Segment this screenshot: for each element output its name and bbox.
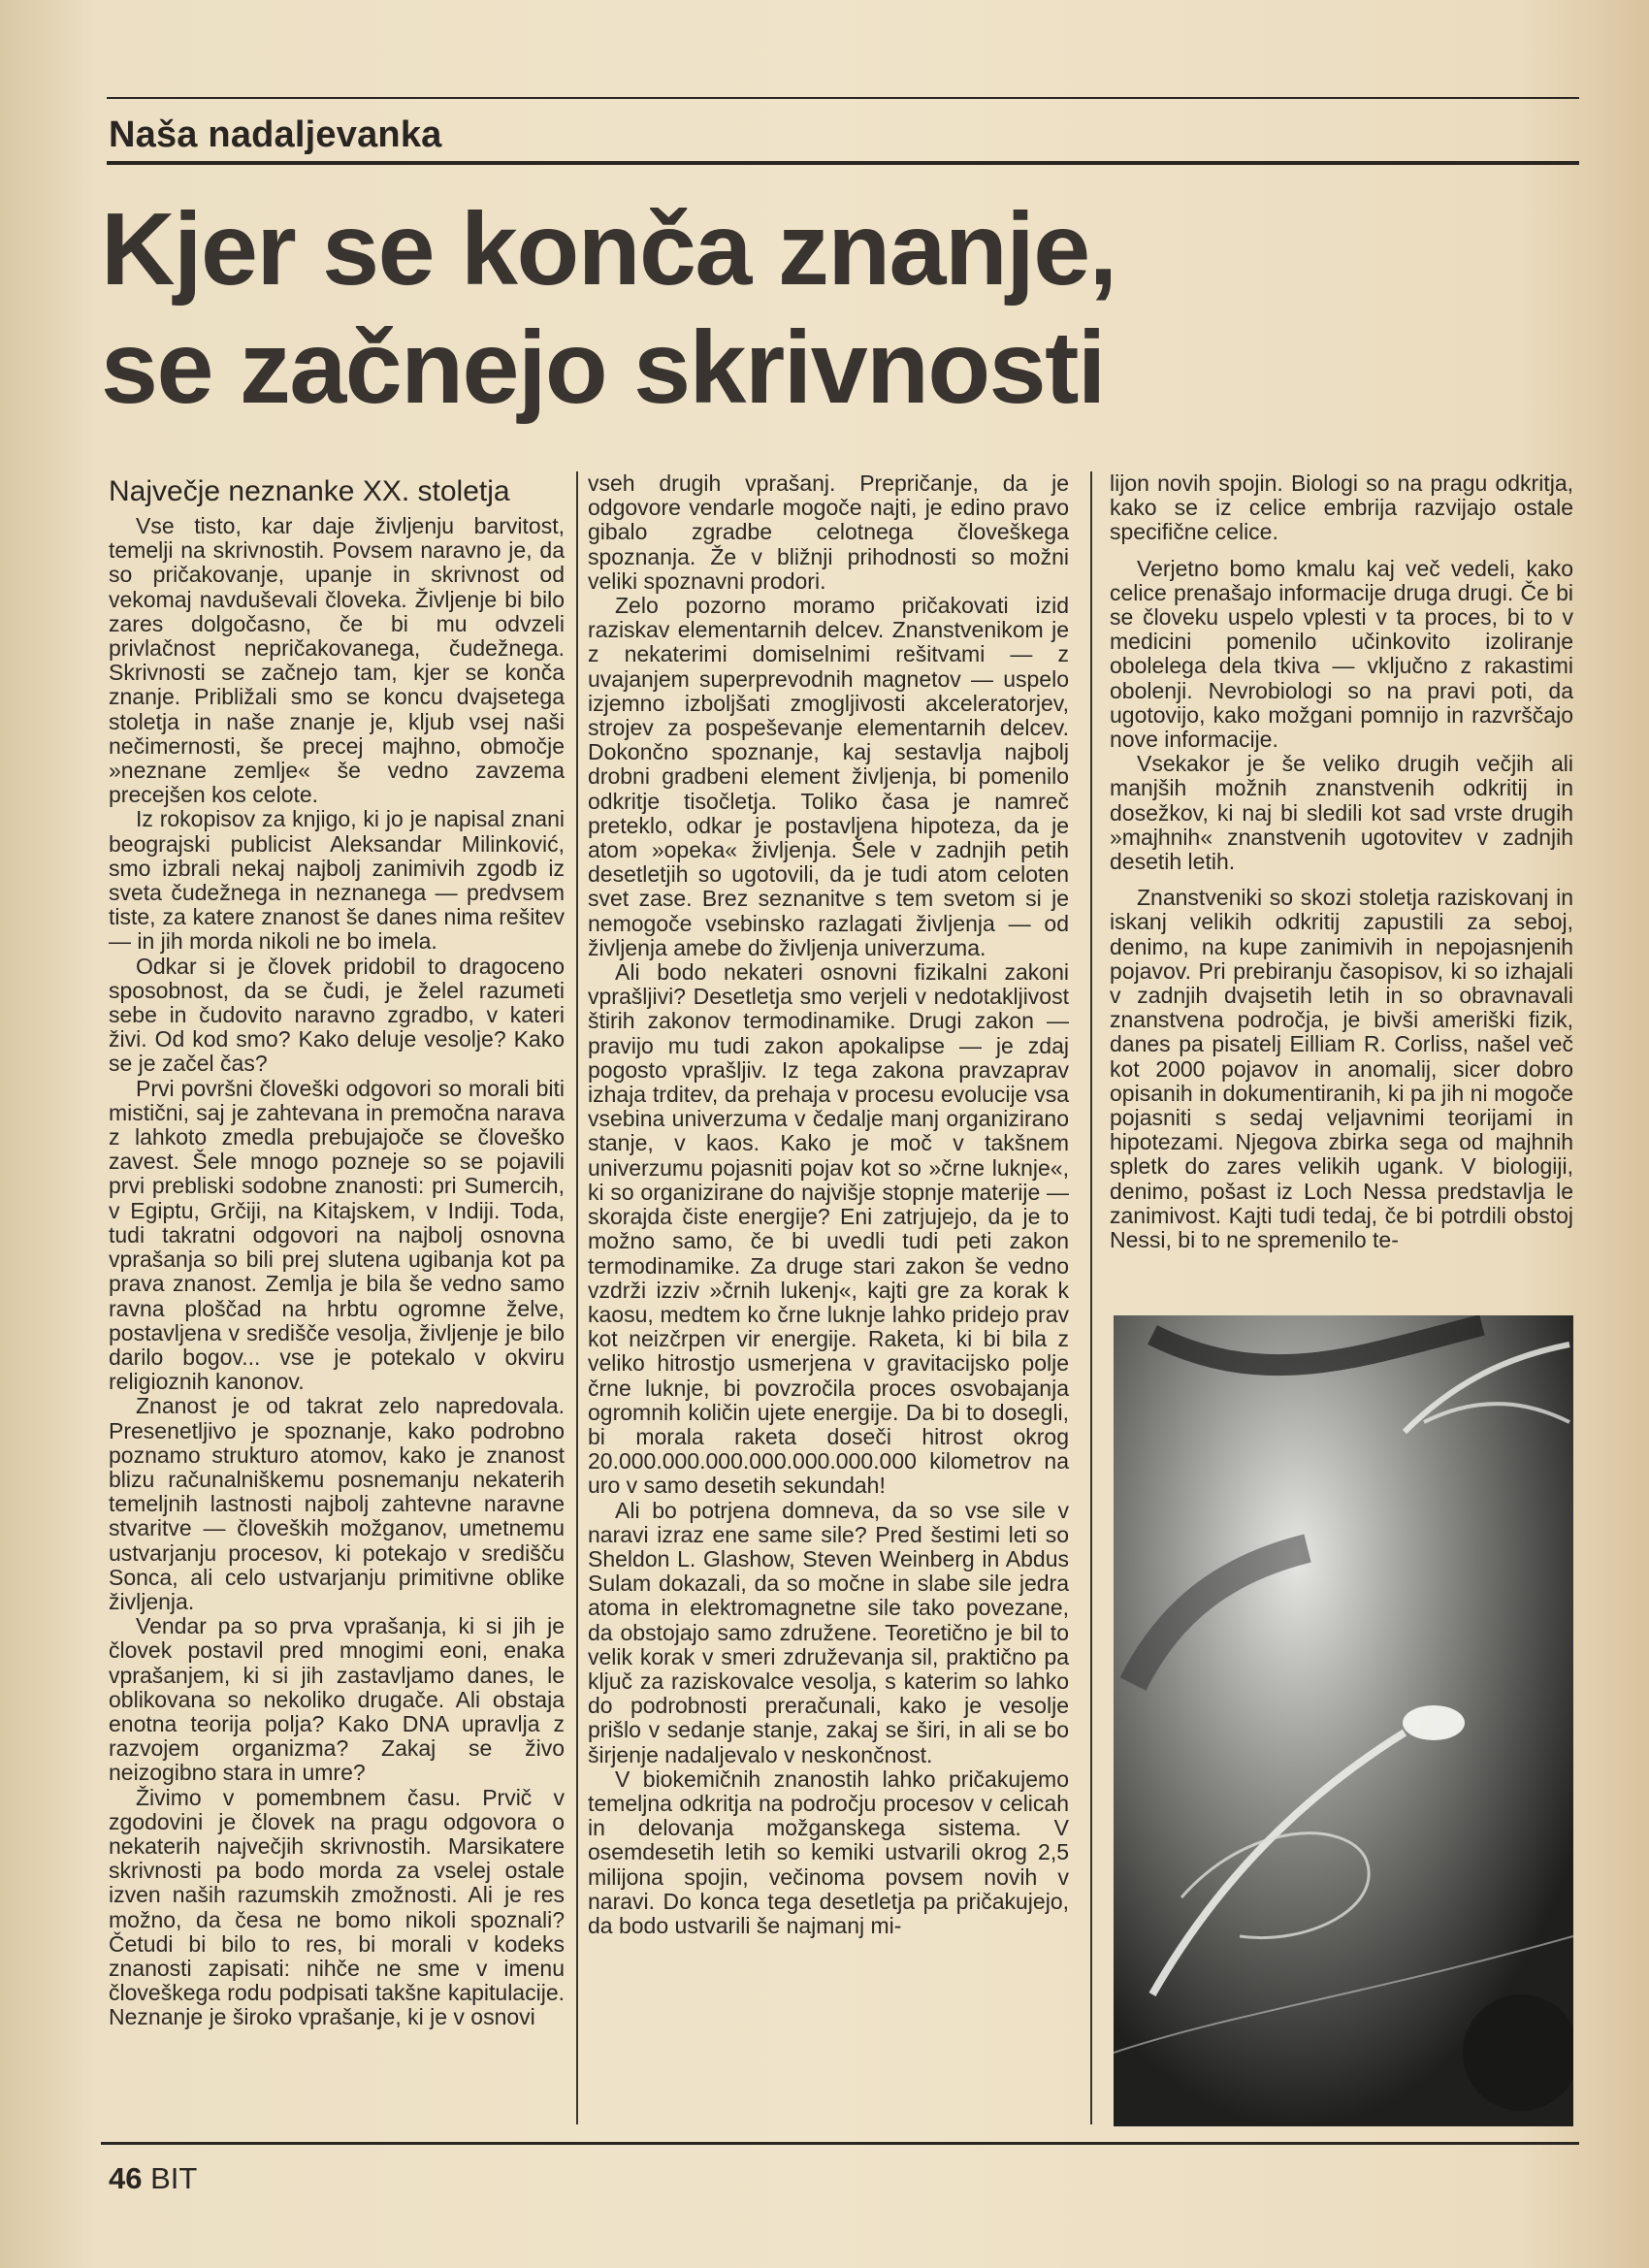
paragraph: Ali bo potrjena domneva, da so vse sile v naravi izraz ene same sile? Pred šestimi leti so Sheldon L. Glashow, Steven Weinberg in Abdus Sulam dokazali, da so močne in slabe sile jedra atoma in elektromagnetne sile tako povezane, da obstojajo samo združene. Teoretično je bil to velik korak v smeri združevanja sil, praktično pa ključ za raziskovalce vesolja, s katerim so lahko do podrobnosti preračunali, kako je vesolje prišlo v sedanje stanje, zakaj se širi, in ali se bo širjenje nadaljevalo v neskončnost. [588,1497,1069,1767]
paragraph: Živimo v pomembnem času. Prvič v zgodovini je človek na pragu odgovora o nekaterih največjih skrivnostih. Marsikatere skrivnosti pa bodo morda za vselej ostale izven naših razumskih zmožnosti. Ali je res možno, da česa ne bomo nikoli spoznali? Četudi bi bilo to res, bi morali v kodeks znanosti zapisati: nihče ne sme v imenu človeškega rodu podpisati takšne kapitulacije. Neznanje je široko vprašanje, ki je v osnovi [109,1784,565,2030]
paragraph: Verjetno bomo kmalu kaj več vedeli, kako celice prenašajo informacije druga drugi. Če bi se človeku uspelo vplesti v ta proces, bi to v medicini pomenilo učinkovito izoliranje obolelega dela tkiva — vključno z rakastimi obolenji. Nevrobiologi so na pravi poti, da ugotovijo, kako možgani pomnijo in razvrščajo nove informacije. [1110,555,1573,753]
paragraph: Odkar si je človek pridobil to dragoceno sposobnost, da se čudi, je želel razumeti sebe in čudovito naravno zgradbo, v kateri živi. Od kod smo? Kako deluje vesolje? Kako se je začel čas? [109,953,565,1077]
paragraph: lijon novih spojin. Biologi so na pragu odkritja, kako se iz celice embrija razvijajo ostale specifične celice. [1110,470,1573,545]
paragraph: Znanstveniki so skozi stoletja raziskovanj in iskanj velikih odkritij zapustili za seboj, denimo, na kupe zanimivih in nepojasnjenih pojavov. Pri prebiranju časopisov, ki so izhajali v zadnjih dvajsetih letih in so obravnavali znanstvena področja, je bivši ameriški fizik, danes pa pisatelj Eilliam R. Corliss, našel več kot 2000 pojavov in anomalij, sicer dobro opisanih in dokumentiranih, ki pa jih ni mogoče pojasniti s sedaj veljavnimi teorijami in hipotezami. Njegova zbirka sega od majhnih spletk do zares velikih ugank. V biologiji, denimo, pošast iz Loch Nessa predstavlja le zanimivost. Kajti tudi tedaj, če bi potrdili obstoj Nessi, bi to ne spremenilo te- [1110,885,1573,1253]
kicker-rule [107,161,1579,165]
page-footer [109,2161,197,2196]
column-divider-2 [1090,471,1092,2124]
magazine-name: BIT [150,2161,198,2195]
article-photo [1114,1315,1573,2126]
headline-line-2: se začnejo skrivnosti [101,310,1105,425]
paragraph: Znanost je od takrat zelo napredovala. Presenetljivo je spoznanje, kako podrobno poznamo strukturo atomov, kako je znanost blizu računalniškemu posnemanju nekaterih temeljnih lastnosti najbolj zahtevne naravne stvaritve — človeških možganov, umetnemu ustvarjanju procesov, ki potekajo v središču Sonca, ali celo ustvarjanju primitivne oblike življenja. [109,1393,565,1614]
paragraph: Iz rokopisov za knjigo, ki jo je napisal znani beograjski publicist Aleksandar Milinković, smo izbrali nekaj najbolj zanimivih zgodb iz sveta čudežnega in neznanega — predvsem tiste, za katere znanost še danes nima rešitev — in jih morda nikoli ne bo imela. [109,806,565,955]
text-column-3 [1110,471,1573,1252]
text-column-1 [109,514,565,2030]
paragraph: Vsekakor je še veliko drugih večjih ali manjših možnih znanstvenih odkritij in dosežkov, ki naj bi sledili kot sad vrste drugih »majhnih« znanstvenih ugotovitev v zadnjih desetih letih. [1110,751,1573,875]
page-number: 46 [109,2161,143,2195]
article-subheading: Največje neznanke XX. stoletja [109,475,510,507]
headline-line-1: Kjer se konča znanje, [101,192,1116,307]
paragraph: V biokemičnih znanostih lahko pričakujemo temeljna odkritja na področju procesov v celicah in delovanja možganskega sistema. V osemdesetih letih so kemiki ustvarili okrog 2,5 milijona spojin, večinoma povsem novih v naravi. Do konca tega desetletja pa pričakujejo, da bodo ustvarili še najmanj mi- [588,1766,1069,1938]
paragraph: Ali bodo nekateri osnovni fizikalni zakoni vprašljivi? Desetletja smo verjeli v nedotakljivost štirih zakonov termodinamike. Drugi zakon — pravijo mu tudi zakon apokalipse — je zdaj pogosto vprašljiv. Iz tega zakona pravzaprav izhaja trditev, da prehaja v procesu evolucije vsa vsebina univerzuma v čedalje manj organizirano stanje, v kaos. Kako je moč v takšnem univerzumu pojasniti pojav kot so »črne luknje«, ki so organizirane do najvišje stopnje materije — skorajda čiste energije? Eni zatrjujejo, da je to možno samo, če bi uvedli tudi peti zakon termodinamike. Za druge stari zakon še vedno vzdrži izziv »črnih lukenj«, kajti gre za korak k kaosu, medtem ko črne luknje lahko pridejo prav kot neizčrpen vir energije. Raketa, ki bi bila z veliko hitrostjo usmerjena v gravitacijsko polje črne luknje, bi povzročila proces osvobajanja ogromnih količin ujete energije. Da bi to dosegli, bi morala raketa doseči hitrost okrog 20.000.000.000.000.000.000.000 kilometrov na uro v samo desetih sekundah! [588,959,1069,1499]
top-rule [107,97,1579,99]
paragraph: Vse tisto, kar daje življenju barvitost, temelji na skrivnostih. Povsem naravno je, da so pričakovanje, upanje in skrivnost od vekomaj navduševali človeka. Življenje bi bilo zares dolgočasno, če bi mu odvzeli privlačnost nepričakovanega, čudežnega. Skrivnosti se začnejo tam, kjer se konča znanje. Približali smo se koncu dvajsetega stoletja in naše znanje je, kljub vsej naši nečimernosti, še precej majhno, območje »neznane zemlje« še vedno zavzema precejšen kos celote. [109,513,565,808]
paragraph: vseh drugih vprašanj. Prepričanje, da je odgovore vendarle mogoče najti, je edino pravo gibalo zgradbe celotnega človeškega spoznanja. Že v bližnji prihodnosti so možni veliki spoznavni prodori. [588,470,1069,594]
abstract-particle-image [1114,1315,1573,2126]
bottom-rule [101,2142,1579,2145]
paragraph: Prvi površni človeški odgovori so morali biti mistični, saj je zahtevana in premočna narava z lahkoto zmedla prebujajoče se človeško zavest. Šele mnogo pozneje so se pojavili prvi prebliski sodobne znanosti: pri Sumercih, v Egiptu, Grčiji, na Kitajskem, v Indiji. Toda, tudi takratni odgovori na najbolj osnovna vprašanja so bili prej slutena ugibanja kot pa prava znanost. Zemlja je bila še vedno samo ravna ploščad na hrbtu ogromne želve, postavljena v središče vesolja, življenje je bilo darilo bogov... vse je potekalo v okviru religioznih kanonov. [109,1075,565,1395]
text-column-2 [588,471,1069,1938]
paragraph: Vendar pa so prva vprašanja, ki si jih je človek postavil pred mnogimi eoni, enaka vprašanjem, ki si jih zastavljamo danes, le oblikovana so nekoliko drugače. Ali obstaja enotna teorija polja? Kako DNA upravlja z razvojem organizma? Zakaj se živo neizogibno stara in umre? [109,1613,565,1786]
paragraph: Zelo pozorno moramo pričakovati izid raziskav elementarnih delcev. Znanstvenikom je z nekaterimi domiselnimi rešitvami — z uvajanjem superprevodnih magnetov — uspelo izjemno izboljšati zmogljivosti akceleratorjev, strojev za pospeševanje elementarnih delcev. Dokončno spoznanje, kaj sestavlja najbolj drobni gradbeni element življenja, bi pomenilo odkritje tisočletja. Toliko časa je namreč preteklo, odkar je postavljena hipoteza, da je atom »opeka« življenja. Šele v zadnjih petih desetletjih so ugotovili, da je tudi atom celoten svet zase. Brez seznanitve s tem svetom si je nemogoče vsebinsko razlagati življenja — od življenja amebe do življenja univerzuma. [588,593,1069,960]
article-headline [101,190,1459,427]
section-kicker: Naša nadaljevanka [109,114,442,155]
column-divider-1 [576,471,578,2124]
